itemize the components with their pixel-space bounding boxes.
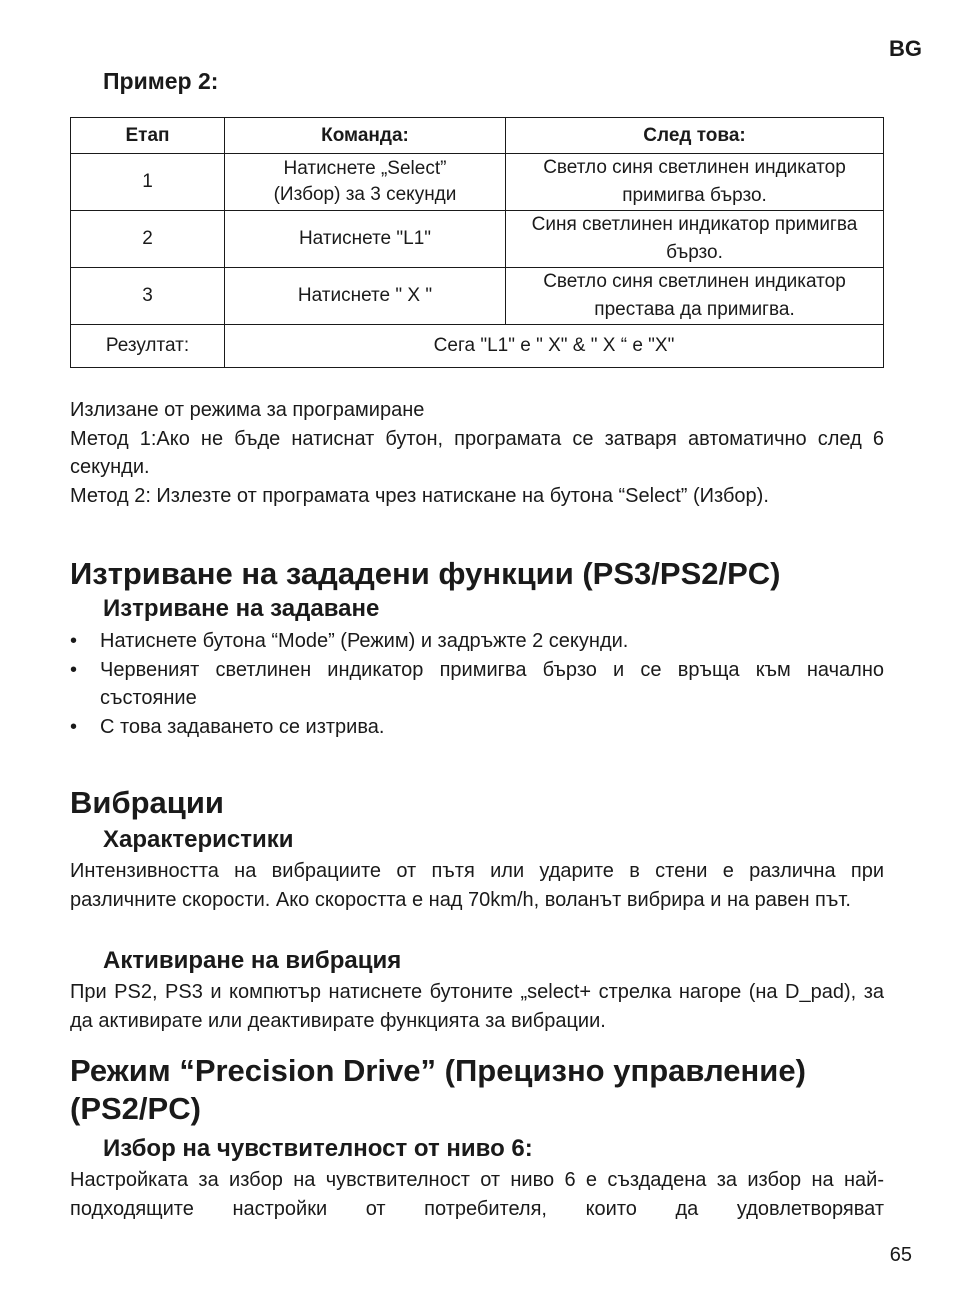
exit-method-1: Метод 1:Ако не бъде натиснат бутон, програмата се затваря автоматично след 6 секунди. [70,427,884,478]
vibration-activation-text: При PS2, PS3 и компютър натиснете бутоните „select+ стрелка нагоре (на D_pad), за да активирате или деактивирате функцията за вибрации. [70,981,884,1032]
after-cell: Синя светлинен индикатор примигва бързо. [506,211,884,268]
step-cell: 1 [71,154,225,211]
delete-steps-list [70,627,884,741]
table-row [71,268,884,325]
command-line-1: Натиснете „Select” [283,158,447,179]
precision-title-line-2: (PS2/PC) [70,1091,201,1126]
subtitle-sensitivity: Избор на чувствителност от ниво 6: [103,1135,533,1162]
command-cell [225,154,506,211]
table-row [71,154,884,211]
bullet-icon: • [70,658,78,681]
section-title-vibration: Вибрации [70,785,224,820]
precision-title-line-1: Режим “Precision Drive” (Прецизно управление) [70,1053,806,1088]
exit-heading: Излизане от режима за програмиране [70,399,425,421]
bullet-icon: • [70,715,78,738]
subtitle-delete: Изтриване на задаване [103,595,380,622]
header-after: След това: [506,118,884,154]
after-cell: Светло синя светлинен индикатор примигва бързо. [506,154,884,211]
exit-method-2: Метод 2: Излезте от програмата чрез натискане на бутона “Select” (Избор). [70,484,769,507]
subtitle-activate-vibration: Активиране на вибрация [103,947,402,974]
section-title-precision [70,1052,890,1128]
vibration-characteristics-text: Интензивността на вибрациите от пътя или ударите в стени е различна при различните скорости. Ако скоростта е над 70km/h, воланът вибрира и на равен път. [70,860,884,911]
subtitle-characteristics: Характеристики [103,826,294,853]
after-cell: Светло синя светлинен индикатор престава да примигва. [506,268,884,325]
steps-table [70,117,884,368]
header-command: Команда: [225,118,506,154]
step-cell: 2 [71,211,225,268]
result-label: Резултат: [71,325,225,368]
example-title: Пример 2: [103,68,219,94]
list-item: • С това задаването се изтрива. [70,713,884,742]
bullet-icon: • [70,630,78,652]
section-title-delete: Изтриване на зададени функции (PS3/PS2/PC) [70,556,781,591]
list-item: • Червеният светлинен индикатор примигва бързо и се връща към начално състояние [70,656,884,713]
table-header-row [71,118,884,154]
table-row [71,211,884,268]
exit-programming [70,396,884,510]
result-value: Сега "L1" е " X" & " X “ е "X" [225,325,884,368]
precision-text: Настройката за избор на чувствителност от ниво 6 е създадена за избор на най-подходящите настройки от потребителя, които да удовлетворяват [70,1169,884,1220]
command-cell: Натиснете " X " [225,268,506,325]
command-cell: Натиснете "L1" [225,211,506,268]
command-line-2: (Избор) за 3 секунди [273,184,457,205]
step-cell: 3 [71,268,225,325]
page-number: 65 [889,1244,912,1266]
list-item: • Натиснете бутона “Mode” (Режим) и задръжте 2 секунди. [70,627,884,656]
language-code: BG [889,36,922,61]
table-result-row [71,325,884,368]
header-step: Етап [71,118,225,154]
